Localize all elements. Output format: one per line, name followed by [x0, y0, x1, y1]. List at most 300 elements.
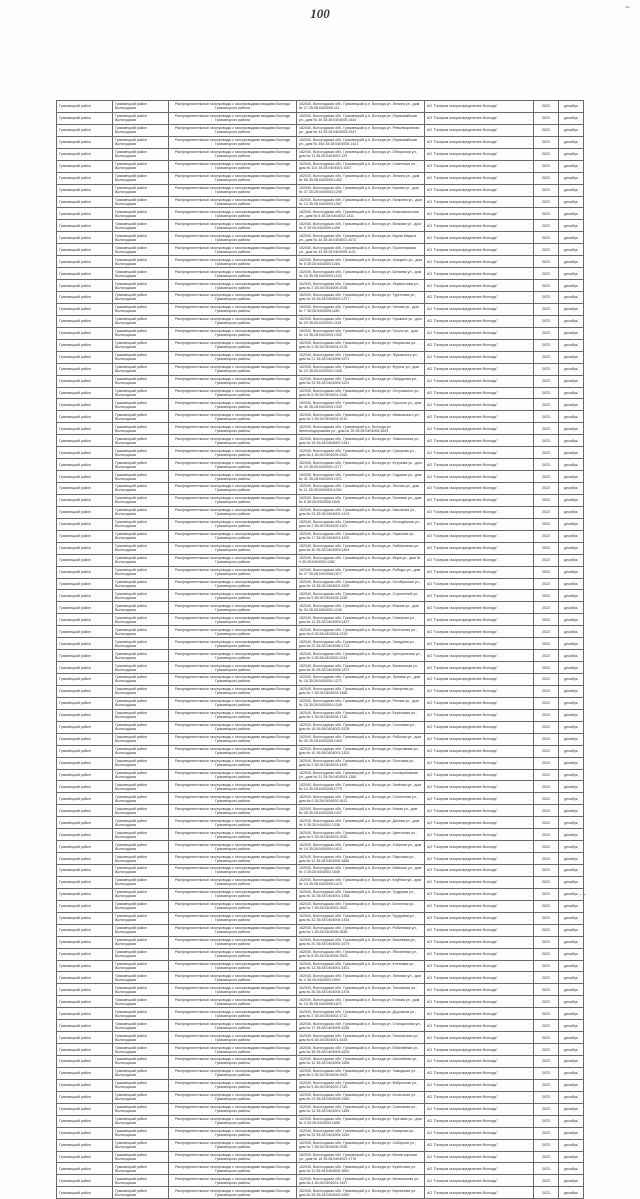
work-description-cell: Распределительные газопроводы с газопроводами вводами Вологда Грязовецкого района	[169, 936, 297, 948]
area-cell: Грязовецкий район Вологодская	[113, 674, 169, 686]
year-cell: 2023	[534, 435, 559, 447]
district-cell: Грязовецкий район	[57, 1044, 113, 1056]
table-row	[57, 948, 584, 960]
district-cell: Грязовецкий район	[57, 566, 113, 578]
address-cell: 162040, Вологодская обл, Грязовецкий р-н, Вологда ул. Парковая ул., дом № 11 35:28:0404006:1806	[297, 853, 425, 865]
month-cell: декабрь	[559, 793, 584, 805]
month-cell: декабрь	[559, 1139, 584, 1151]
district-cell: Грязовецкий район	[57, 924, 113, 936]
month-cell: декабрь	[559, 112, 584, 124]
district-cell: Грязовецкий район	[57, 817, 113, 829]
table-row	[57, 268, 584, 280]
work-description-cell: Распределительные газопроводы с газопроводами вводами Вологда Грязовецкого района	[169, 160, 297, 172]
table-row	[57, 459, 584, 471]
year-cell: 2023	[534, 841, 559, 853]
work-description-cell: Распределительные газопроводы с газопроводами вводами Вологда Грязовецкого района	[169, 435, 297, 447]
area-cell: Грязовецкий район Вологодская	[113, 327, 169, 339]
work-description-cell: Распределительные газопроводы с газопроводами вводами Вологда Грязовецкого района	[169, 232, 297, 244]
table-row	[57, 1020, 584, 1032]
year-cell: 2023	[534, 972, 559, 984]
district-cell: Грязовецкий район	[57, 674, 113, 686]
month-cell: декабрь	[559, 697, 584, 709]
table-row	[57, 208, 584, 220]
area-cell: Грязовецкий район Вологодская	[113, 196, 169, 208]
organization-cell: АО "Газпром газораспределение Вологда"	[425, 876, 534, 888]
area-cell: Грязовецкий район Вологодская	[113, 471, 169, 483]
work-description-cell: Распределительные газопроводы с газопроводами вводами Вологда Грязовецкого района	[169, 972, 297, 984]
organization-cell: АО "Газпром газораспределение Вологда"	[425, 292, 534, 304]
address-cell: 162040, Вологодская обл, Грязовецкий р-н, Вологда ул. Совхозная ул., дом № 14 35:28:0404001:1465	[297, 1103, 425, 1115]
address-cell: 162040, Вологодская обл, Грязовецкий р-н, Вологда ул. Комсомольская ул., дом № 6 35:28:0404002:1311	[297, 208, 425, 220]
table-row	[57, 351, 584, 363]
month-cell: декабрь	[559, 685, 584, 697]
year-cell: 2023	[534, 745, 559, 757]
organization-cell: АО "Газпром газораспределение Вологда"	[425, 530, 534, 542]
area-cell: Грязовецкий район Вологодская	[113, 351, 169, 363]
district-cell: Грязовецкий район	[57, 256, 113, 268]
table-row	[57, 196, 584, 208]
table-row	[57, 841, 584, 853]
work-description-cell: Распределительные газопроводы с газопроводами вводами Вологда Грязовецкого района	[169, 518, 297, 530]
area-cell: Грязовецкий район Вологодская	[113, 805, 169, 817]
area-cell: Грязовецкий район Вологодская	[113, 494, 169, 506]
month-cell: декабрь	[559, 662, 584, 674]
area-cell: Грязовецкий район Вологодская	[113, 1044, 169, 1056]
table-row	[57, 542, 584, 554]
organization-cell: АО "Газпром газораспределение Вологда"	[425, 745, 534, 757]
district-cell: Грязовецкий район	[57, 1115, 113, 1127]
area-cell: Грязовецкий район Вологодская	[113, 518, 169, 530]
table-row	[57, 1187, 584, 1199]
area-cell: Грязовецкий район Вологодская	[113, 220, 169, 232]
work-description-cell: Распределительные газопроводы с газопроводами вводами Вологда Грязовецкого района	[169, 327, 297, 339]
year-cell: 2023	[534, 614, 559, 626]
organization-cell: АО "Газпром газораспределение Вологда"	[425, 256, 534, 268]
month-cell: декабрь	[559, 494, 584, 506]
organization-cell: АО "Газпром газораспределение Вологда"	[425, 1067, 534, 1079]
table-row	[57, 936, 584, 948]
year-cell: 2023	[534, 208, 559, 220]
address-cell: 162040, Вологодская обл, Грязовецкий р-н, Вологда ул. Волкова ул., дом № 9 35:28:0404006:1498	[297, 220, 425, 232]
table-row	[57, 709, 584, 721]
area-cell: Грязовецкий район Вологодская	[113, 1067, 169, 1079]
area-cell: Грязовецкий район Вологодская	[113, 315, 169, 327]
table-row	[57, 530, 584, 542]
work-description-cell: Распределительные газопроводы с газопроводами вводами Вологда Грязовецкого района	[169, 208, 297, 220]
district-cell: Грязовецкий район	[57, 793, 113, 805]
address-cell: 162040, Вологодская обл, Грязовецкий р-н, Вологда ул. Ленина ул., дом № 17 35:28:0404006:111	[297, 101, 425, 113]
organization-cell: АО "Газпром газораспределение Вологда"	[425, 101, 534, 113]
table-row	[57, 435, 584, 447]
address-cell: 162040, Вологодская обл, Грязовецкий р-н, Вологда ул. Заречная ул., дом № 17 35:28:0404001:1209	[297, 530, 425, 542]
district-cell: Грязовецкий район	[57, 423, 113, 435]
organization-cell: АО "Газпром газораспределение Вологда"	[425, 900, 534, 912]
month-cell: декабрь	[559, 1103, 584, 1115]
address-cell: 162040, Вологодская обл, Грязовецкий р-н, Вологда ул. Вокзальная ул., дом № 36 35:28:0404005:1372	[297, 662, 425, 674]
work-description-cell: Распределительные газопроводы с газопроводами вводами Вологда Грязовецкого района	[169, 459, 297, 471]
district-cell: Грязовецкий район	[57, 1127, 113, 1139]
year-cell: 2023	[534, 578, 559, 590]
district-cell: Грязовецкий район	[57, 1187, 113, 1199]
work-description-cell: Распределительные газопроводы с газопроводами вводами Вологда Грязовецкого района	[169, 148, 297, 160]
area-cell: Грязовецкий район Вологодская	[113, 280, 169, 292]
table-row	[57, 494, 584, 506]
table-row	[57, 1091, 584, 1103]
address-cell: 162040, Вологодская обл, Грязовецкий р-н, Вологда ул. Почтовая ул., дом № 2 35:28:0404003:1499	[297, 757, 425, 769]
area-cell: Грязовецкий район Вологодская	[113, 972, 169, 984]
year-cell: 2023	[534, 566, 559, 578]
organization-cell: АО "Газпром газораспределение Вологда"	[425, 733, 534, 745]
district-cell: Грязовецкий район	[57, 805, 113, 817]
year-cell: 2023	[534, 101, 559, 113]
year-cell: 2023	[534, 411, 559, 423]
address-cell: 162040, Вологодская обл, Грязовецкий р-н, Вологда ул. Лермонтова ул., дом № 2 35:28:0404006:1536	[297, 280, 425, 292]
table-row	[57, 805, 584, 817]
area-cell: Грязовецкий район Вологодская	[113, 184, 169, 196]
organization-cell: АО "Газпром газораспределение Вологда"	[425, 1056, 534, 1068]
work-description-cell: Распределительные газопроводы с газопроводами вводами Вологда Грязовецкого района	[169, 566, 297, 578]
year-cell: 2023	[534, 674, 559, 686]
district-cell: Грязовецкий район	[57, 781, 113, 793]
district-cell: Грязовецкий район	[57, 1032, 113, 1044]
area-cell: Грязовецкий район Вологодская	[113, 626, 169, 638]
address-cell: 162040, Вологодская обл, Грязовецкий р-н, Вологда ул. Озёрная ул., дом № 19 35:28:0404004:1412	[297, 841, 425, 853]
organization-cell: АО "Газпром газораспределение Вологда"	[425, 912, 534, 924]
district-cell: Грязовецкий район	[57, 888, 113, 900]
district-cell: Грязовецкий район	[57, 1103, 113, 1115]
work-description-cell: Распределительные газопроводы с газопроводами вводами Вологда Грязовецкого района	[169, 268, 297, 280]
table-row	[57, 793, 584, 805]
area-cell: Грязовецкий район Вологодская	[113, 590, 169, 602]
district-cell: Грязовецкий район	[57, 196, 113, 208]
district-cell: Грязовецкий район	[57, 471, 113, 483]
area-cell: Грязовецкий район Вологодская	[113, 303, 169, 315]
district-cell: Грязовецкий район	[57, 626, 113, 638]
month-cell: декабрь	[559, 733, 584, 745]
area-cell: Грязовецкий район Вологодская	[113, 124, 169, 136]
organization-cell: АО "Газпром газораспределение Вологда"	[425, 1008, 534, 1020]
area-cell: Грязовецкий район Вологодская	[113, 411, 169, 423]
month-cell: декабрь	[559, 411, 584, 423]
area-cell: Грязовецкий район Вологодская	[113, 721, 169, 733]
year-cell: 2023	[534, 1139, 559, 1151]
address-cell: 162040, Вологодская обл, Грязовецкий р-н, Вологда ул. Лесная ул., дом № 11 35:28:0404004:1246	[297, 483, 425, 495]
organization-cell: АО "Газпром газораспределение Вологда"	[425, 148, 534, 160]
month-cell: декабрь	[559, 363, 584, 375]
address-cell: 162040, Вологодская обл, Грязовецкий р-н, Вологда ул. Трудовая ул., дом № 15 35:28:0404001:1368	[297, 888, 425, 900]
organization-cell: АО "Газпром газораспределение Вологда"	[425, 1044, 534, 1056]
organization-cell: АО "Газпром газораспределение Вологда"	[425, 721, 534, 733]
work-description-cell: Распределительные газопроводы с газопроводами вводами Вологда Грязовецкого района	[169, 1187, 297, 1199]
table-row	[57, 650, 584, 662]
year-cell: 2023	[534, 148, 559, 160]
organization-cell: АО "Газпром газораспределение Вологда"	[425, 483, 534, 495]
month-cell: декабрь	[559, 315, 584, 327]
district-cell: Грязовецкий район	[57, 554, 113, 566]
district-cell: Грязовецкий район	[57, 721, 113, 733]
month-cell: декабрь	[559, 578, 584, 590]
address-cell: 162040, Вологодская обл, Грязовецкий р-н, Вологда ул. Суворова ул., дом № 4 35:28:0404005:1263	[297, 447, 425, 459]
year-cell: 2023	[534, 506, 559, 518]
year-cell: 2023	[534, 1187, 559, 1199]
work-description-cell: Распределительные газопроводы с газопроводами вводами Вологда Грязовецкого района	[169, 1091, 297, 1103]
area-cell: Грязовецкий район Вологодская	[113, 1127, 169, 1139]
district-cell: Грязовецкий район	[57, 315, 113, 327]
month-cell: декабрь	[559, 853, 584, 865]
registry-table	[56, 100, 584, 1199]
organization-cell: АО "Газпром газораспределение Вологда"	[425, 972, 534, 984]
year-cell: 2023	[534, 1091, 559, 1103]
year-cell: 2023	[534, 112, 559, 124]
district-cell: Грязовецкий район	[57, 1163, 113, 1175]
address-cell: 162040, Вологодская обл, Грязовецкий р-н, Вологда ул. Тургенева ул., дом № 18 35:28:0404002:1377	[297, 292, 425, 304]
table-row	[57, 280, 584, 292]
district-cell: Грязовецкий район	[57, 638, 113, 650]
month-cell: декабрь	[559, 960, 584, 972]
district-cell: Грязовецкий район	[57, 483, 113, 495]
organization-cell: АО "Газпром газораспределение Вологда"	[425, 805, 534, 817]
district-cell: Грязовецкий район	[57, 280, 113, 292]
district-cell: Грязовецкий район	[57, 148, 113, 160]
organization-cell: АО "Газпром газораспределение Вологда"	[425, 614, 534, 626]
organization-cell: АО "Газпром газораспределение Вологда"	[425, 817, 534, 829]
organization-cell: АО "Газпром газораспределение Вологда"	[425, 339, 534, 351]
table-row	[57, 483, 584, 495]
month-cell: декабрь	[559, 1020, 584, 1032]
table-row	[57, 1127, 584, 1139]
month-cell: декабрь	[559, 387, 584, 399]
area-cell: Грязовецкий район Вологодская	[113, 793, 169, 805]
area-cell: Грязовецкий район Вологодская	[113, 268, 169, 280]
area-cell: Грязовецкий район Вологодская	[113, 554, 169, 566]
year-cell: 2023	[534, 912, 559, 924]
table-row	[57, 244, 584, 256]
district-cell: Грязовецкий район	[57, 769, 113, 781]
address-cell: 162040, Вологодская обл, Грязовецкий р-н, Вологда ул. Дачная ул., дом № 9 35:28:0404001:1336	[297, 817, 425, 829]
address-cell: 162040, Вологодская обл, Грязовецкий р-н, Вологда ул. Жуковского ул., дом № 21 35:28:0404006:1571	[297, 351, 425, 363]
year-cell: 2023	[534, 1032, 559, 1044]
district-cell: Грязовецкий район	[57, 865, 113, 877]
organization-cell: АО "Газпром газораспределение Вологда"	[425, 184, 534, 196]
organization-cell: АО "Газпром газораспределение Вологда"	[425, 1175, 534, 1187]
work-description-cell: Распределительные газопроводы с газопроводами вводами Вологда Грязовецкого района	[169, 733, 297, 745]
table-row	[57, 1044, 584, 1056]
year-cell: 2023	[534, 1008, 559, 1020]
address-cell: 162040, Вологодская обл, Грязовецкий р-н, Вологда ул. Луговая ул., дом № 16 35:28:0404001:1271	[297, 674, 425, 686]
organization-cell: АО "Газпром газораспределение Вологда"	[425, 315, 534, 327]
district-cell: Грязовецкий район	[57, 733, 113, 745]
work-description-cell: Распределительные газопроводы с газопроводами вводами Вологда Грязовецкого района	[169, 423, 297, 435]
table-row	[57, 399, 584, 411]
district-cell: Грязовецкий район	[57, 459, 113, 471]
year-cell: 2023	[534, 530, 559, 542]
year-cell: 2023	[534, 375, 559, 387]
organization-cell: АО "Газпром газораспределение Вологда"	[425, 459, 534, 471]
address-cell: 162040, Вологодская обл, Грязовецкий р-н, Вологда ул. Цветочная ул., дом № 5 35:28:0404003:1530	[297, 829, 425, 841]
month-cell: декабрь	[559, 805, 584, 817]
month-cell: декабрь	[559, 339, 584, 351]
month-cell: декабрь	[559, 327, 584, 339]
area-cell: Грязовецкий район Вологодская	[113, 697, 169, 709]
organization-cell: АО "Газпром газораспределение Вологда"	[425, 172, 534, 184]
district-cell: Грязовецкий район	[57, 101, 113, 113]
address-cell: 162040, Вологодская обл, Грязовецкий р-н, Вологда ул. Свердлова ул., дом № 33 35:28:0404005:1222	[297, 375, 425, 387]
year-cell: 2023	[534, 280, 559, 292]
table-row	[57, 471, 584, 483]
area-cell: Грязовецкий район Вологодская	[113, 876, 169, 888]
area-cell: Грязовецкий район Вологодская	[113, 829, 169, 841]
district-cell: Грязовецкий район	[57, 1091, 113, 1103]
address-cell: 162040, Вологодская обл, Грязовецкий р-н, Вологда ул. Болотная ул., дом № 7 35:28:0404003:1562	[297, 900, 425, 912]
district-cell: Грязовецкий район	[57, 1008, 113, 1020]
table-row	[57, 1079, 584, 1091]
area-cell: Грязовецкий район Вологодская	[113, 662, 169, 674]
table-row	[57, 411, 584, 423]
work-description-cell: Распределительные газопроводы с газопроводами вводами Вологда Грязовецкого района	[169, 709, 297, 721]
area-cell: Грязовецкий район Вологодская	[113, 172, 169, 184]
corner-mark: ~	[624, 2, 630, 12]
year-cell: 2023	[534, 936, 559, 948]
table-row	[57, 184, 584, 196]
district-cell: Грязовецкий район	[57, 841, 113, 853]
address-cell: 162040, Вологодская обл, Грязовецкий р-н, Вологда ул. Кленовая ул., дом № 13 35:28:0404001:1401	[297, 960, 425, 972]
year-cell: 2023	[534, 960, 559, 972]
table-row	[57, 124, 584, 136]
month-cell: декабрь	[559, 232, 584, 244]
area-cell: Грязовецкий район Вологодская	[113, 339, 169, 351]
month-cell: декабрь	[559, 542, 584, 554]
month-cell: декабрь	[559, 554, 584, 566]
district-cell: Грязовецкий район	[57, 996, 113, 1008]
year-cell: 2023	[534, 924, 559, 936]
year-cell: 2023	[534, 638, 559, 650]
address-cell: 162040, Вологодская обл, Грязовецкий р-н, Вологда ул. Спортивная ул., дом № 10 35:28:0404001:1303	[297, 745, 425, 757]
work-description-cell: Распределительные газопроводы с газопроводами вводами Вологда Грязовецкого района	[169, 1151, 297, 1163]
address-cell: 162040, Вологодская обл, Грязовецкий р-н, Вологда ул. Карла Маркса ул., дом № 24 35:28:0404001:1072	[297, 232, 425, 244]
year-cell: 2023	[534, 542, 559, 554]
area-cell: Грязовецкий район Вологодская	[113, 912, 169, 924]
address-cell: 162040, Вологодская обл, Грязовецкий р-н, Вологда ул. Рябиновая ул., дом № 1 35:28:0404006:1838	[297, 924, 425, 936]
work-description-cell: Распределительные газопроводы с газопроводами вводами Вологда Грязовецкого района	[169, 1127, 297, 1139]
month-cell: декабрь	[559, 1044, 584, 1056]
address-cell: 162040, Вологодская обл, Грязовецкий р-н, Вологда ул. Торговая ул., дом № 3 35:28:0404003:1658	[297, 1115, 425, 1127]
area-cell: Грязовецкий район Вологодская	[113, 530, 169, 542]
work-description-cell: Распределительные газопроводы с газопроводами вводами Вологда Грязовецкого района	[169, 554, 297, 566]
address-cell: 162040, Вологодская обл, Грязовецкий р-н, Вологда ул. Горького ул., дом № 46 35:28:0404003:1339	[297, 399, 425, 411]
year-cell: 2023	[534, 590, 559, 602]
month-cell: декабрь	[559, 220, 584, 232]
month-cell: декабрь	[559, 602, 584, 614]
area-cell: Грязовецкий район Вологодская	[113, 232, 169, 244]
table-row	[57, 315, 584, 327]
work-description-cell: Распределительные газопроводы с газопроводами вводами Вологда Грязовецкого района	[169, 101, 297, 113]
area-cell: Грязовецкий район Вологодская	[113, 1079, 169, 1091]
work-description-cell: Распределительные газопроводы с газопроводами вводами Вологда Грязовецкого района	[169, 876, 297, 888]
area-cell: Грязовецкий район Вологодская	[113, 781, 169, 793]
area-cell: Грязовецкий район Вологодская	[113, 1175, 169, 1187]
month-cell: декабрь	[559, 506, 584, 518]
address-cell: 162040, Вологодская обл, Грязовецкий р-н, Вологда ул. Базарная ул., дом № 29 35:28:0404004:1540	[297, 1127, 425, 1139]
table-row	[57, 996, 584, 1008]
work-description-cell: Распределительные газопроводы с газопроводами вводами Вологда Грязовецкого района	[169, 447, 297, 459]
organization-cell: АО "Газпром газораспределение Вологда"	[425, 303, 534, 315]
work-description-cell: Распределительные газопроводы с газопроводами вводами Вологда Грязовецкого района	[169, 375, 297, 387]
year-cell: 2023	[534, 1175, 559, 1187]
year-cell: 2023	[534, 315, 559, 327]
address-cell: 162040, Вологодская обл, Грязовецкий р-н, Вологда ул. Железнодорожная ул., дом № 26 35:28:0404006:1603	[297, 423, 425, 435]
organization-cell: АО "Газпром газораспределение Вологда"	[425, 865, 534, 877]
area-cell: Грязовецкий район Вологодская	[113, 363, 169, 375]
work-description-cell: Распределительные газопроводы с газопроводами вводами Вологда Грязовецкого района	[169, 829, 297, 841]
work-description-cell: Распределительные газопроводы с газопроводами вводами Вологда Грязовецкого района	[169, 136, 297, 148]
area-cell: Грязовецкий район Вологодская	[113, 602, 169, 614]
table-row	[57, 924, 584, 936]
address-cell: 162040, Вологодская обл, Грязовецкий р-н, Вологда ул. Пионерская ул., дом № 6 35:28:0404001:1433	[297, 1032, 425, 1044]
district-cell: Грязовецкий район	[57, 745, 113, 757]
year-cell: 2023	[534, 650, 559, 662]
bottom-mark: - -	[579, 892, 586, 899]
table-row	[57, 733, 584, 745]
area-cell: Грязовецкий район Вологодская	[113, 745, 169, 757]
month-cell: декабрь	[559, 590, 584, 602]
table-row	[57, 1032, 584, 1044]
organization-cell: АО "Газпром газораспределение Вологда"	[425, 638, 534, 650]
table-row	[57, 232, 584, 244]
month-cell: декабрь	[559, 303, 584, 315]
year-cell: 2023	[534, 423, 559, 435]
work-description-cell: Распределительные газопроводы с газопроводами вводами Вологда Грязовецкого района	[169, 411, 297, 423]
organization-cell: АО "Газпром газораспределение Вологда"	[425, 984, 534, 996]
organization-cell: АО "Газпром газораспределение Вологда"	[425, 435, 534, 447]
district-cell: Грязовецкий район	[57, 351, 113, 363]
organization-cell: АО "Газпром газораспределение Вологда"	[425, 232, 534, 244]
area-cell: Грязовецкий район Вологодская	[113, 542, 169, 554]
area-cell: Грязовецкий район Вологодская	[113, 1020, 169, 1032]
month-cell: декабрь	[559, 1151, 584, 1163]
table-row	[57, 721, 584, 733]
month-cell: декабрь	[559, 1163, 584, 1175]
organization-cell: АО "Газпром газораспределение Вологда"	[425, 160, 534, 172]
area-cell: Грязовецкий район Вологодская	[113, 1008, 169, 1020]
work-description-cell: Распределительные газопроводы с газопроводами вводами Вологда Грязовецкого района	[169, 1032, 297, 1044]
organization-cell: АО "Газпром газораспределение Вологда"	[425, 1020, 534, 1032]
address-cell: 162040, Вологодская обл, Грязовецкий р-н, Вологда ул. Революционная ул., дом № 44 35:28:0404005:2047	[297, 124, 425, 136]
area-cell: Грязовецкий район Вологодская	[113, 1091, 169, 1103]
work-description-cell: Распределительные газопроводы с газопроводами вводами Вологда Грязовецкого района	[169, 888, 297, 900]
organization-cell: АО "Газпром газораспределение Вологда"	[425, 626, 534, 638]
organization-cell: АО "Газпром газораспределение Вологда"	[425, 841, 534, 853]
area-cell: Грязовецкий район Вологодская	[113, 650, 169, 662]
organization-cell: АО "Газпром газораспределение Вологда"	[425, 542, 534, 554]
table-row	[57, 1115, 584, 1127]
table-row	[57, 327, 584, 339]
district-cell: Грязовецкий район	[57, 292, 113, 304]
area-cell: Грязовецкий район Вологодская	[113, 112, 169, 124]
work-description-cell: Распределительные газопроводы с газопроводами вводами Вологда Грязовецкого района	[169, 1020, 297, 1032]
district-cell: Грязовецкий район	[57, 1151, 113, 1163]
table-row	[57, 829, 584, 841]
area-cell: Грязовецкий район Вологодская	[113, 1163, 169, 1175]
table-row	[57, 769, 584, 781]
area-cell: Грязовецкий район Вологодская	[113, 208, 169, 220]
address-cell: 162040, Вологодская обл, Грязовецкий р-н, Вологда ул. Гагарина ул., дом № 12 35:28:0404004:1067	[297, 196, 425, 208]
month-cell: декабрь	[559, 674, 584, 686]
year-cell: 2023	[534, 805, 559, 817]
organization-cell: АО "Газпром газораспределение Вологда"	[425, 674, 534, 686]
district-cell: Грязовецкий район	[57, 614, 113, 626]
work-description-cell: Распределительные газопроводы с газопроводами вводами Вологда Грязовецкого района	[169, 280, 297, 292]
address-cell: 162040, Вологодская обл, Грязовецкий р-н, Вологда ул. Чехова ул., дом № 7 35:28:0404005:1180	[297, 303, 425, 315]
